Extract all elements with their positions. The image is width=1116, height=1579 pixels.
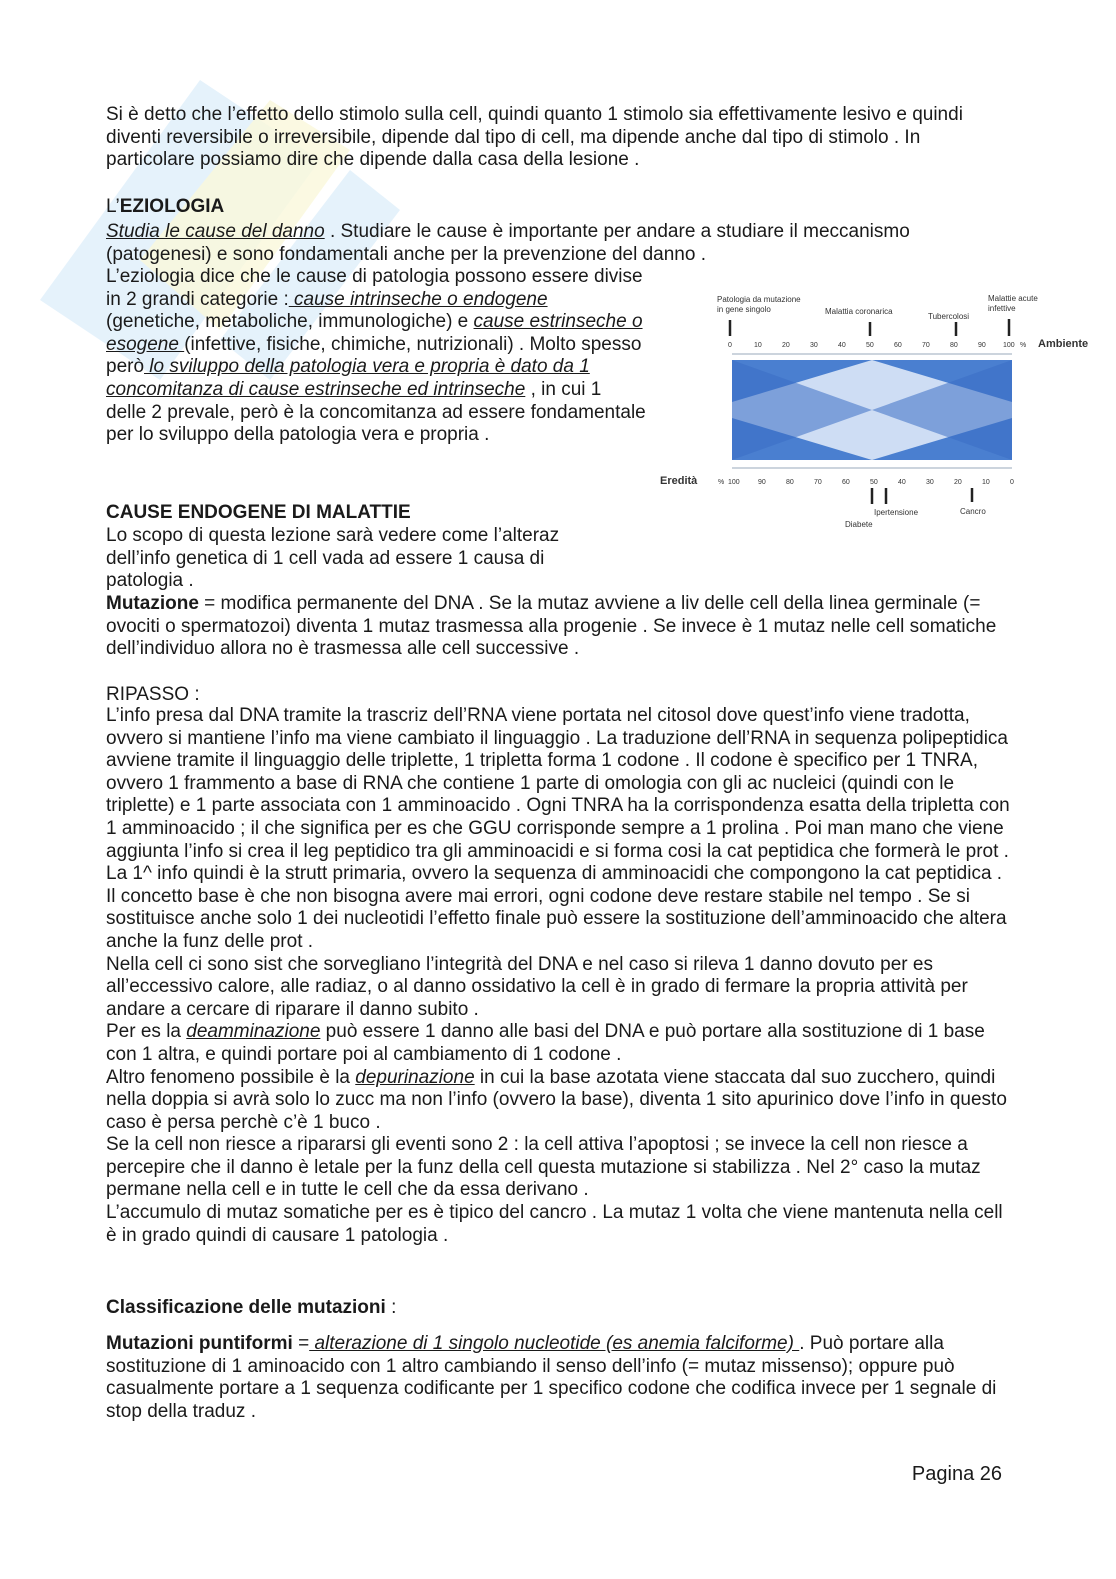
fig-axis-ambiente: Ambiente (1038, 338, 1089, 350)
underlined-phrase: Studia le cause del danno (106, 221, 325, 242)
fig-label-diabete: Diabete (845, 520, 873, 529)
heading-prefix: L’ (106, 196, 120, 217)
fig-bottom-tick: 60 (842, 479, 850, 486)
term-label: Mutazione (106, 593, 199, 614)
paragraph: L’accumulo di mutaz somatiche per es è tipico del cancro . La mutaz 1 volta che viene mantenuta nella cell è in grado quindi di causare 1 patologia . (106, 1202, 1003, 1246)
fig-top-tick: 30 (810, 342, 818, 349)
fig-bottom-tick: 10 (982, 479, 990, 486)
text: L’eziologia dice che le cause di patologia possono essere divise in 2 grandi categorie : (106, 266, 643, 310)
fig-bottom-tick: 100 (728, 479, 740, 486)
fig-bottom-tick: 70 (814, 479, 822, 486)
fig-label-acute-2: infettive (988, 304, 1016, 313)
underlined-phrase: alterazione di 1 singolo nucleotide (es anemia falciforme) (309, 1333, 800, 1354)
text: Per es la (106, 1021, 187, 1043)
text: , in cui 1 delle 2 prevale, però è la concomitanza ad essere fondamentale per lo sviluppo della patologia vera e propria . (106, 378, 646, 446)
eziologia-body (106, 266, 646, 447)
underlined-phrase: cause intrinseche o endogene (288, 288, 548, 310)
page-number: Pagina 26 (911, 1463, 1002, 1485)
eziologia-intro (106, 221, 1011, 266)
text: . Può portare alla sostituzione di 1 aminoacido con 1 altro cambiando il senso dell’info (= mutaz missenso); oppure può casualmente portare a 1 sequenza codificante per 1 specifico codone che codifica invece per 1 segnale di stop della traduz . (106, 1333, 997, 1422)
paragraph: Nella cell ci sono sist che sorvegliano l’integrità del DNA e nel caso si rileva 1 danno dovuto per es all’eccessivo calore, alle radiaz, o al danno ossidativo la cell è in grado di fermare la propria attività per andare a cercare di riparare il danno subito . (106, 953, 968, 1020)
fig-top-tick: % (1020, 342, 1027, 349)
paragraph: Se la cell non riesce a ripararsi gli eventi sono 2 : la cell attiva l’apoptosi ; se invece la cell non riesce a percepire che il danno è letale per la funz della cell questa mutazione si stabilizza . Nel 2° caso la mutaz permane nella cell e in tutte le cell che da essa derivano . (106, 1134, 981, 1201)
text: in cui la base azotata viene staccata dal suo zucchero, quindi nella doppia si avrà solo lo zucc ma non l’info (ovvero la base), diventa 1 sito apurinico dove l’info in questo caso è persa perchè c’è 1 buco . (106, 1066, 1007, 1133)
fig-label-cancro: Cancro (960, 507, 986, 516)
heading-text: EZIOLOGIA (119, 196, 225, 217)
fig-bottom-tick: 90 (758, 479, 766, 486)
intro-paragraph: Si è detto che l’effetto dello stimolo sulla cell, quindi quanto 1 stimolo sia effettivamente lesivo e quindi diventi reversibile o irreversibile, dipende dal tipo di cell, ma dipende anche dal tipo di stimolo . In particolare possiamo dire che dipende dalla casa della lesione . (106, 104, 963, 171)
endogene-heading: CAUSE ENDOGENE DI MALATTIE (106, 502, 411, 523)
fig-bottom-tick: 30 (926, 479, 934, 486)
text: Altro fenomeno possibile è la (106, 1066, 356, 1088)
fig-top-tick: 40 (838, 342, 846, 349)
fig-bottom-tick: 20 (954, 479, 962, 486)
fig-top-tick: 100 (1003, 342, 1015, 349)
classificazione-heading (106, 1297, 396, 1320)
fig-bottom-tick: % (718, 479, 725, 486)
fig-top-tick: 10 (754, 342, 762, 349)
fig-bottom-tick: 40 (898, 479, 906, 486)
fig-label-ipertensione: Ipertensione (874, 508, 919, 517)
text: = (292, 1333, 310, 1354)
ripasso-body (106, 705, 1011, 1247)
fig-bottom-tick: 80 (786, 479, 794, 486)
fig-label-mutazione-1: Patologia da mutazione (717, 295, 801, 304)
underlined-phrase: cause estrinseche o esogene (106, 311, 643, 355)
fig-top-tick: 80 (950, 342, 958, 349)
underlined-term: depurinazione (355, 1066, 475, 1088)
endogene-intro: Lo scopo di questa lezione sarà vedere come l’alteraz dell’info genetica di 1 cell vada ad essere 1 causa di patologia . (106, 525, 560, 592)
fig-top-tick: 50 (866, 342, 874, 349)
fig-label-acute-1: Malattie acute (988, 294, 1038, 303)
text: (genetiche, metaboliche, immunologiche) e (106, 311, 474, 333)
eziologia-heading (106, 196, 224, 219)
underlined-term: deamminazione (186, 1021, 321, 1043)
heredity-environment-figure (652, 290, 1107, 535)
text: . Studiare le cause è importante per andare a studiare il meccanismo (patogenesi) e sono fondamentali anche per la prevenzione del danno . (106, 221, 910, 265)
paragraph (106, 1067, 1011, 1135)
text: può essere 1 danno alle basi del DNA e può portare alla sostituzione di 1 base con 1 altra, e quindi portare poi al cambiamento di 1 codone . (106, 1021, 985, 1065)
fig-top-tick: 60 (894, 342, 902, 349)
fig-top-tick: 0 (728, 342, 732, 349)
ripasso-heading: RIPASSO : (106, 684, 200, 705)
fig-top-tick: 70 (922, 342, 930, 349)
heading-text: Classificazione delle mutazioni (106, 1297, 386, 1318)
paragraph: L’info presa dal DNA tramite la trascriz dell’RNA viene portata nel citosol dove quest’info viene tradotta, ovvero si mantiene l’info ma viene cambiato il linguaggio . La traduzione dell’RNA in sequenza polipeptidica avviene tramite il linguaggio delle triplette, 1 tripletta forma 1 codone . Il codone è specifico per 1 TNRA, ovvero 1 frammento a base di RNA che contiene 1 parte di omologia con gli ac nucleici (quindi con le triplette) e 1 parte associata con 1 amminoacido . Ogni TNRA ha la corrispondenza esatta della tripletta con 1 amminoacido ; il che significa per es che GGU corrisponde sempre a 1 prolina . Poi man mano che viene aggiunta l’info si crea il leg peptidico tra gli amminoacidi e si forma cosi la cat peptidica che formerà le prot . La 1^ info quindi è la strutt primaria, ovvero la sequenza di amminoacidi che compongono la cat peptidica . Il concetto base è che non bisogna avere mai errori, ogni codone deve restare stabile nel tempo . Se si sostituisce anche solo 1 dei nucleotidi l’effetto finale può essere la sostituzione dell’amminoacido che altera anche la funz delle prot . (106, 705, 1010, 952)
underlined-phrase: lo sviluppo della patologia vera e propria è dato da 1 concomitanza di cause estrinseche ed intrinseche (106, 356, 590, 400)
fig-axis-eredita: Eredità (660, 475, 698, 487)
mutazione-definition (106, 593, 1011, 661)
fig-top-tick: 90 (978, 342, 986, 349)
text: = modifica permanente del DNA . Se la mutaz avviene a liv delle cell della linea germinale (= ovociti o spermatozoi) diventa 1 mutaz trasmessa alla progenie . Se invece è 1 mutaz nelle cell somatiche dell’individuo allora no è trasmessa alle cell successive . (106, 593, 997, 660)
text: : (385, 1297, 397, 1318)
puntiformi-definition (106, 1333, 1011, 1423)
fig-label-coronarica: Malattia coronarica (825, 307, 893, 316)
text: (infettive, fisiche, chimiche, nutrizionali) . Molto spesso però (106, 333, 642, 378)
paragraph (106, 1021, 1011, 1066)
fig-label-mutazione-2: in gene singolo (717, 305, 771, 314)
fig-bottom-tick: 0 (1010, 479, 1014, 486)
fig-bottom-tick: 50 (870, 479, 878, 486)
fig-label-tubercolosi: Tubercolosi (928, 312, 970, 321)
fig-top-tick: 20 (782, 342, 790, 349)
term-label: Mutazioni puntiformi (106, 1333, 293, 1354)
